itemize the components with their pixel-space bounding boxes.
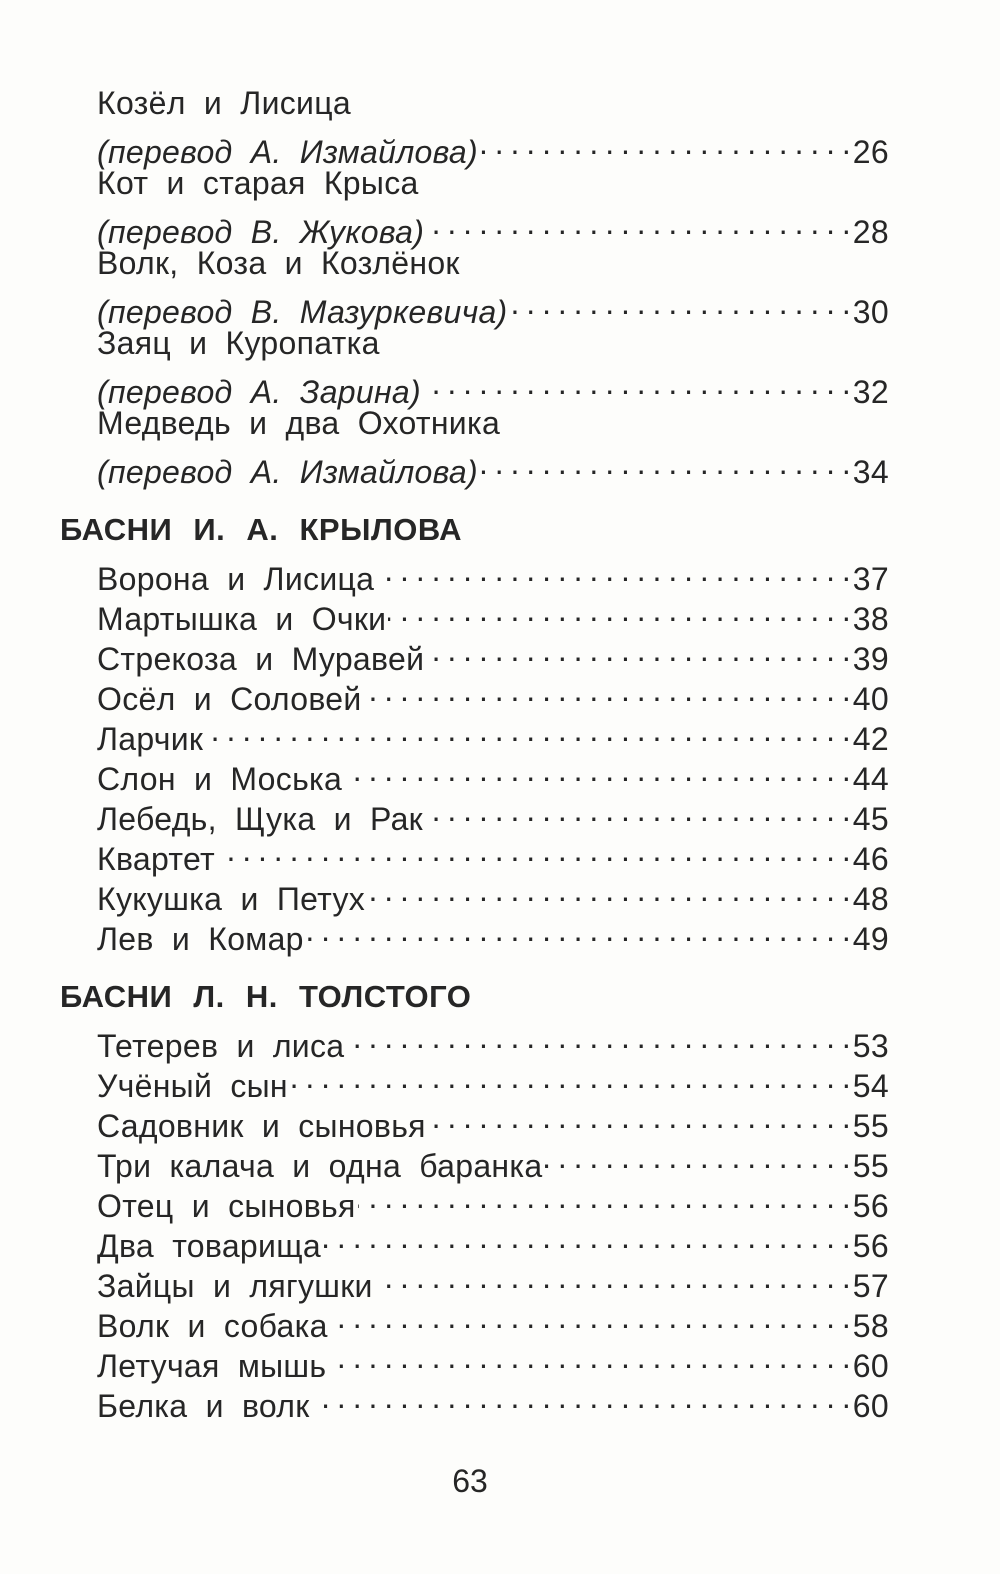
dot-leader [364, 670, 851, 710]
dot-leader [428, 1097, 851, 1137]
entry-page: 30 [852, 294, 889, 330]
entry-page: 40 [852, 681, 889, 717]
dot-leader [376, 550, 851, 590]
dot-leader [480, 443, 851, 483]
dot-leader [423, 363, 851, 403]
entry-page: 48 [852, 881, 889, 917]
entry-page: 39 [852, 641, 889, 677]
toc-entry-title-line [60, 243, 889, 283]
toc-entry-title-line [60, 403, 889, 443]
dot-leader [510, 283, 851, 323]
entry-title: Волк, Коза и Козлёнок [97, 245, 460, 281]
toc-entry [60, 203, 889, 250]
table-of-contents [60, 83, 889, 1424]
section-heading: БАСНИ Л. Н. ТОЛСТОГО [60, 979, 472, 1014]
entry-title: Лебедь, Щука и Рак [97, 801, 423, 837]
entry-page: 58 [852, 1308, 889, 1344]
entry-page: 60 [852, 1348, 889, 1384]
entry-page: 55 [852, 1108, 889, 1144]
entry-translator: (перевод А. Зарина) [97, 374, 421, 410]
dot-leader [330, 1297, 851, 1337]
dot-leader [323, 1217, 851, 1257]
dot-leader [388, 590, 850, 630]
dot-leader [344, 750, 851, 790]
entry-title: Козёл и Лисица [97, 85, 351, 121]
entry-title: Ларчик [97, 721, 204, 757]
entry-page: 32 [852, 374, 889, 410]
entry-page: 53 [852, 1028, 889, 1064]
entry-title: Ворона и Лисица [97, 561, 375, 597]
entry-page: 26 [852, 134, 889, 170]
entry-title: Два товарища [97, 1228, 321, 1264]
dot-leader [306, 910, 851, 950]
entry-page: 44 [852, 761, 889, 797]
entry-page: 60 [852, 1388, 889, 1424]
dot-leader [367, 870, 851, 910]
toc-section [60, 510, 889, 957]
toc-entry [60, 123, 889, 170]
entry-title: Тетерев и лиса [97, 1028, 345, 1064]
dot-leader [425, 790, 851, 830]
dot-leader [346, 1017, 850, 1057]
entry-title: Лев и Комар [97, 921, 304, 957]
dot-leader [217, 830, 851, 870]
dot-leader [312, 1377, 851, 1417]
toc-section [60, 977, 889, 1424]
dot-leader [358, 1177, 851, 1217]
entry-title: Белка и волк [97, 1388, 310, 1424]
entry-page: 57 [852, 1268, 889, 1304]
entry-title: Мартышка и Очки [97, 601, 387, 637]
entry-page: 56 [852, 1228, 889, 1264]
entry-title: Квартет [97, 841, 215, 877]
entry-title: Стрекоза и Муравей [97, 641, 425, 677]
entry-page: 38 [852, 601, 889, 637]
toc-entry-title-line [60, 83, 889, 123]
toc-entry [60, 1017, 889, 1064]
dot-leader [290, 1057, 851, 1097]
entry-translator: (перевод В. Жукова) [97, 214, 425, 250]
toc-entry [60, 443, 889, 490]
dot-leader [480, 123, 851, 163]
entry-translator: (перевод В. Мазуркевича) [97, 294, 508, 330]
dot-leader [426, 630, 851, 670]
entry-translator: (перевод А. Измайлова) [97, 454, 478, 490]
entry-title: Кот и старая Крыса [97, 165, 419, 201]
entry-page: 37 [852, 561, 889, 597]
entry-title: Волк и собака [97, 1308, 328, 1344]
entry-title: Отец и сыновья [97, 1188, 356, 1224]
entry-title: Летучая мышь [97, 1348, 327, 1384]
entry-title: Кукушка и Петух [97, 881, 366, 917]
dot-leader [426, 203, 851, 243]
toc-section [60, 83, 889, 490]
dot-leader [375, 1257, 851, 1297]
entry-page: 49 [852, 921, 889, 957]
entry-page: 56 [852, 1188, 889, 1224]
entry-page: 42 [852, 721, 889, 757]
entry-page: 46 [852, 841, 889, 877]
section-heading: БАСНИ И. А. КРЫЛОВА [60, 512, 463, 547]
entry-title: Слон и Моська [97, 761, 343, 797]
entry-page: 54 [852, 1068, 889, 1104]
entry-translator: (перевод А. Измайлова) [97, 134, 478, 170]
dot-leader [328, 1337, 850, 1377]
entry-title: Медведь и два Охотника [97, 405, 501, 441]
entry-title: Осёл и Соловей [97, 681, 362, 717]
toc-entry [60, 550, 889, 597]
toc-entry [60, 283, 889, 330]
entry-title: Садовник и сыновья [97, 1108, 426, 1144]
dot-leader [205, 710, 851, 750]
entry-title: Три калача и одна баранка [97, 1148, 543, 1184]
entry-title: Зайцы и лягушки [97, 1268, 373, 1304]
toc-entry [60, 363, 889, 410]
entry-page: 28 [852, 214, 889, 250]
dot-leader [544, 1137, 850, 1177]
entry-title: Заяц и Куропатка [97, 325, 380, 361]
entry-page: 55 [852, 1148, 889, 1184]
entry-title: Учёный сын [97, 1068, 288, 1104]
entry-page: 34 [852, 454, 889, 490]
entry-page: 45 [852, 801, 889, 837]
page-number: 63 [452, 1463, 488, 1499]
